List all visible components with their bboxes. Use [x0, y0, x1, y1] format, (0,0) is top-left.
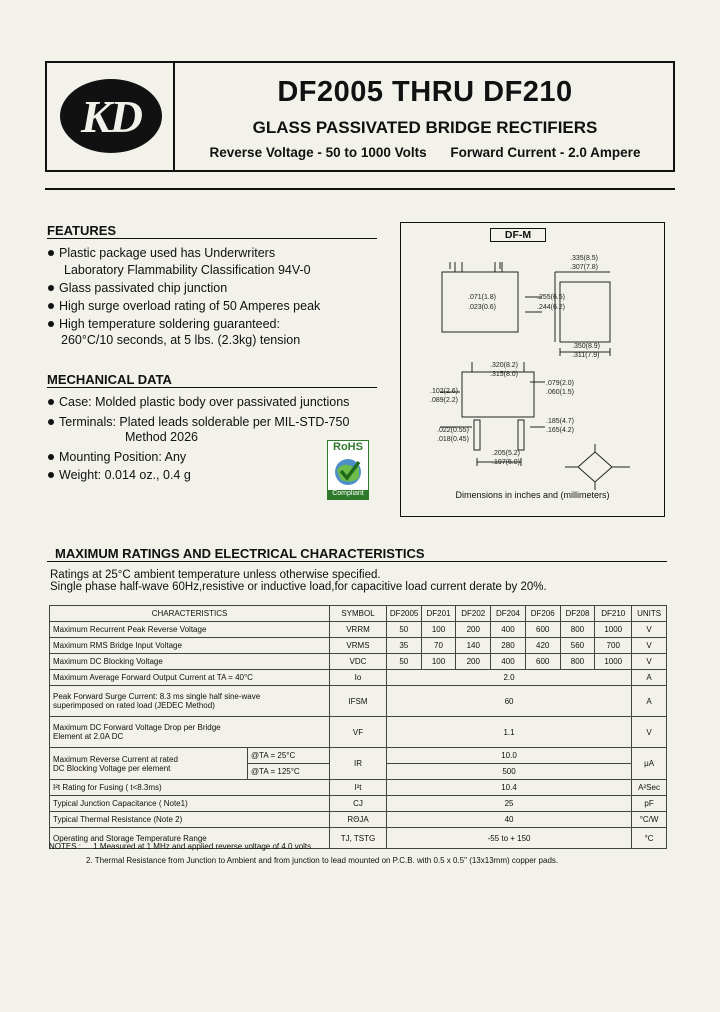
dimensions-note: Dimensions in inches and (millimeters) — [455, 490, 610, 500]
table-row: Maximum DC Forward Voltage Drop per Bridge Element at 2.0A DC VF 1.1 V — [50, 717, 667, 748]
dim-label: .205(5.2) — [492, 450, 521, 457]
table-row: Maximum DC Blocking Voltage VDC 50 100 200 400 600 800 1000 V — [50, 654, 667, 670]
table-row: Maximum Recurrent Peak Reverse Voltage VRRM 50 100 200 400 600 800 1000 V — [50, 622, 667, 638]
dim-label: .335(8.5) — [570, 255, 599, 262]
dim-label: .071(1.8) — [468, 294, 497, 301]
rohs-label: RoHS — [333, 441, 363, 453]
dim-label: .315(8.0) — [490, 371, 519, 378]
dim-label: .079(2.0) — [546, 380, 575, 387]
feature-item: High surge overload rating of 50 Amperes peak — [48, 298, 320, 315]
table-row: I²t Rating for Fusing ( t<8.3ms) I²t 10.4 A²Sec — [50, 780, 667, 796]
feature-item: High temperature soldering guaranteed: — [48, 316, 280, 333]
dim-label: .018(0.45) — [437, 436, 469, 443]
table-row: @TA = 125°C 500 — [50, 764, 667, 780]
feature-item: Glass passivated chip junction — [48, 280, 227, 297]
dim-label: .022(0.55) — [437, 427, 469, 434]
header-cell: DF206 — [525, 606, 560, 622]
mechanical-heading: MECHANICAL DATA — [47, 372, 377, 388]
dim-label: .244(6.2) — [537, 304, 566, 311]
dim-label: .060(1.5) — [546, 389, 575, 396]
ratings-condition: Ratings at 25°C ambient temperature unless otherwise specified. — [50, 569, 381, 581]
header-cell: DF208 — [560, 606, 595, 622]
table-row: Operating and Storage Temperature Range TJ, TSTG -55 to + 150 °C — [50, 828, 667, 849]
spec-summary — [175, 145, 675, 160]
mechanical-item: Mounting Position: Any — [48, 449, 186, 466]
ratings-table — [49, 605, 667, 849]
package-label: DF-M — [490, 228, 546, 242]
part-range-title: DF2005 THRU DF210 — [277, 76, 573, 108]
mechanical-item: Terminals: Plated leads solderable per MIL-STD-750 — [48, 414, 349, 431]
dim-label: .185(4.7) — [546, 418, 575, 425]
feature-item: Plastic package used has Underwriters — [48, 245, 275, 262]
header-cell: UNITS — [632, 606, 667, 622]
dim-label: .089(2.2) — [430, 397, 459, 404]
notes — [49, 842, 311, 851]
features-heading: FEATURES — [47, 223, 377, 239]
table-row: Maximum RMS Bridge Input Voltage VRMS 35 70 140 280 420 560 700 V — [50, 638, 667, 654]
header-cell: SYMBOL — [330, 606, 387, 622]
header-cell: CHARACTERISTICS — [50, 606, 330, 622]
header-rule — [45, 188, 675, 190]
mechanical-item-cont: Method 2026 — [125, 430, 198, 444]
header-cell: DF201 — [421, 606, 456, 622]
dim-label: .255(6.5) — [537, 294, 566, 301]
table-row: Typical Thermal Resistance (Note 2) RΘJA 40 °C/W — [50, 812, 667, 828]
table-row: Peak Forward Surge Current: 8.3 ms single half sine-wave superimposed on rated load (JEDEC Method) IFSM 60 A — [50, 686, 667, 717]
dim-label: .311(7.9) — [572, 352, 600, 359]
forward-current: Forward Current - 2.0 Ampere — [450, 145, 641, 160]
header-cell: DF202 — [456, 606, 491, 622]
header-cell: DF210 — [595, 606, 632, 622]
table-row: Maximum Average Forward Output Current at TA = 40°C Io 2.0 A — [50, 670, 667, 686]
logo-text: KD — [81, 90, 141, 142]
dim-label: .102(2.6) — [430, 388, 459, 395]
dim-label: .165(4.2) — [546, 427, 575, 434]
feature-item-cont: Laboratory Flammability Classification 94V-0 — [64, 263, 311, 277]
dim-label: .197(5.0) — [492, 459, 521, 466]
ratings-condition: Single phase half-wave 60Hz,resistive or inductive load,for capacitive load current derate by 20%. — [50, 581, 547, 593]
note-2: 2. Thermal Resistance from Junction to Ambient and from junction to lead mounted on P.C.B. with 0.5 x 0.5" (13x13mm) copper pads. — [86, 856, 559, 865]
mechanical-item: Weight: 0.014 oz., 0.4 g — [48, 467, 191, 484]
feature-item-cont: 260°C/10 seconds, at 5 lbs. (2.3kg) tension — [61, 333, 301, 347]
dim-label: .307(7.8) — [570, 264, 599, 271]
package-outline-drawing — [400, 222, 665, 517]
table-row: Maximum Reverse Current at rated DC Blocking Voltage per element @TA = 25°C IR 10.0 μA — [50, 748, 667, 764]
table-row: Typical Junction Capacitance ( Note1) CJ 25 pF — [50, 796, 667, 812]
ratings-heading: MAXIMUM RATINGS AND ELECTRICAL CHARACTERISTICS — [47, 546, 667, 562]
dim-label: .023(0.6) — [468, 304, 497, 311]
notes-label: NOTES : — [49, 842, 82, 851]
rohs-badge — [327, 440, 369, 500]
kd-logo — [58, 77, 164, 155]
header-cell: DF2005 — [386, 606, 421, 622]
reverse-voltage: Reverse Voltage - 50 to 1000 Volts — [209, 145, 427, 160]
dim-label: .350(8.9) — [572, 343, 601, 350]
header-cell: DF204 — [491, 606, 526, 622]
dim-label: .320(8.2) — [490, 362, 519, 369]
mechanical-item: Case: Molded plastic body over passivated junctions — [48, 394, 349, 411]
table-header-row — [50, 606, 667, 622]
rohs-sub: Compliant — [332, 490, 364, 497]
product-title: GLASS PASSIVATED BRIDGE RECTIFIERS — [252, 118, 598, 137]
note-1: 1.Measured at 1 MHz and applied reverse voltage of 4.0 volts — [93, 842, 312, 851]
